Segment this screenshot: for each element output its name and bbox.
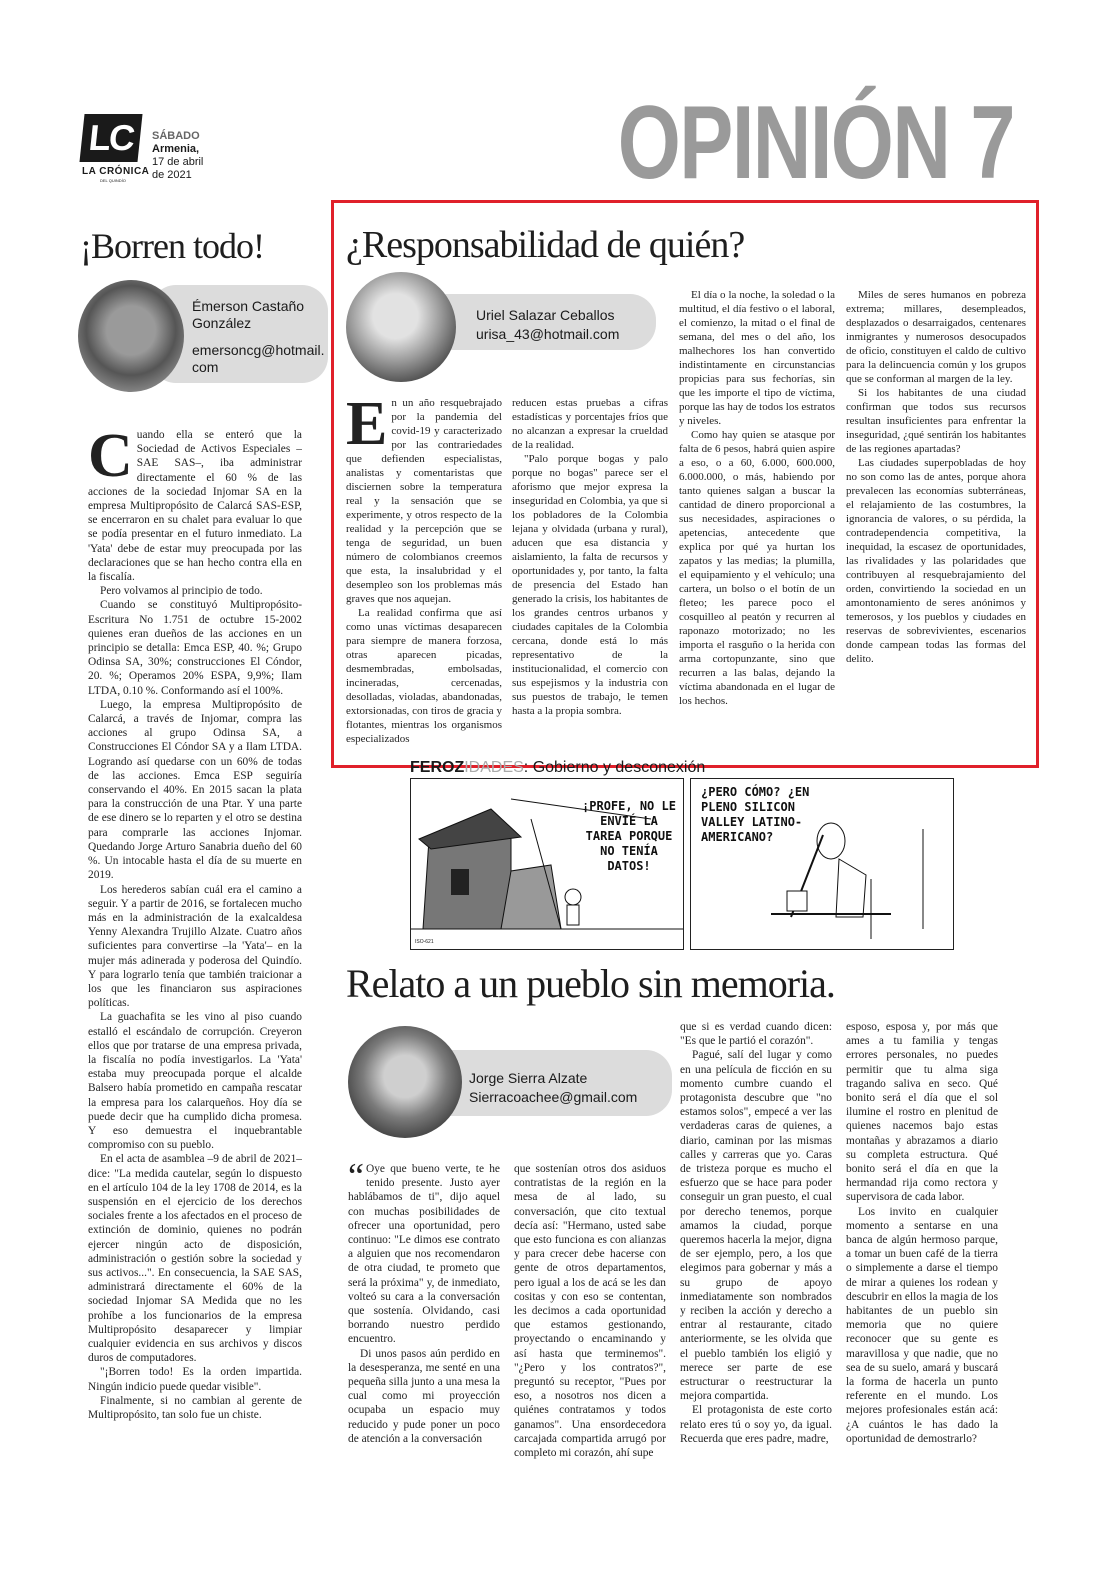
article1-author-email (192, 342, 325, 376)
edition-day: SÁBADO (152, 130, 200, 142)
article2-drop-cap: E (346, 396, 388, 458)
edition-date-line2: de 2021 (152, 169, 192, 181)
article3-column-4 (846, 1020, 998, 1492)
brand-subtitle: DEL QUINDÍO (100, 178, 126, 183)
article3-paragraph: “ Oye que bueno verte, te he tenido presente. Justo ayer hablábamos de ti", dijo aquel con muchas posibilidades de ofrecer una oportunidad, pero continuo: "Le dimos ese contrato a alguien que nos recomendaron de otra ciudad, te prometo que será la próxima" y, de inmediato, volteó su cara a la conversación que sostenía. Olvidando, casi borrando nuestro perdido encuentro. (348, 1162, 500, 1346)
cartoon-panel-2 (690, 778, 954, 950)
article1-paragraph: En el acta de asamblea –9 de abril de 2021– dice: "La medida cautelar, según lo dispuesto en el artículo 104 de la ley 1708 de 2014, es la suspensión en el ejercicio de los derechos sociales frente a los afectados en el proceso de extinción de dominio, quienes no podrán ejercer ningún acto de disposición, administración o gestión sobre la sociedad y sus activos...". En consecuencia, la SAE SAS, administrará directamente el 60% de la sociedad Injomar SA Medida que no les prohíbe a los funcionarios de la empresa Multipropósito desaparecer y limpiar cualquier evidencia en sus archivos y discos duros de computadores. (88, 1153, 302, 1365)
article1-email-line2: com (192, 359, 219, 375)
article1-paragraph: Finalmente, si no cambian al gerente de Multipropósito, tan solo fue un chiste. (88, 1394, 302, 1422)
article3-column-1 (348, 1162, 500, 1492)
article1-paragraph: Pero volvamos al principio de todo. (100, 585, 263, 598)
article2-paragraph: En un año resquebrajado por la pandemia del covid-19 y caracterizado por las contrariedades que defienden especialistas, analistas y comentaristas que disciernen sobre la temperatura real y la sensación que se experimente, y otros respecto de la realidad y la percepción que se tenga de seguridad, un buen número de colombianos creemos que esta, la insalubridad y el desempleo son los problemas más graves que nos aquejan. (346, 396, 502, 605)
article1-email-line1: emersoncg@hotmail. (192, 342, 325, 358)
article2-author-email: urisa_43@hotmail.com (476, 326, 620, 342)
article3-paragraph: Los invito en cualquier momento a sentarse en una banca de algún hermoso parque, a tomar un buen café de la tierra o simplemente a darse el tiempo de mirar a quienes los rodean y descubrir en ellos la magia de los habitantes de un pueblo sin memoria que no quiere reconocer que su gente es maravillosa y que nadie, que no sea de su suelo, amará y buscará la forma de hacerla un punto referente en el mundo. Los mejores profesionales están acá: ¿A cuántos le has dado la oportunidad de demostrarlo? (846, 1205, 998, 1445)
article3-paragraph: Pagué, salí del lugar y como en una película de ficción en su momento cumbre cuando el protagonista descubre que "no estamos solos", empecé a ver las verdaderas caras de quienes, a diario, caminan por las mismas calles y carreras que yo. Caras de tristeza porque es mucho el esfuerzo que se hace para poder conseguir un gran puesto, el cual por derecho tenemos, porque amamos la ciudad, porque queremos hacerla la mejor, digna de ser ejemplo, pero, a los que elegimos para gobernar y más a su grupo de apoyo inmediatamente son nombrados y reciben la acción y derecho a entrar al restaurante, citado anteriormente, se les olvida que el pueblo también los eligió y merece ser parte de ese estructurar o reestructurar la mejora compartida. (680, 1049, 832, 1403)
article1-paragraph: Cuando se constituyó Multipropósito- Escritura No 1.751 de octubre 15-2002 quienes eran dueños de las acciones en un principio se detalla: Emca ESP, 40. %; Grupo Odinsa SA, 30%; construcciones El Cóndor, 20. %; Operamos 20% ESPA, 9,9%; Ilam LTDA, 0.10 %. Conformando así el 100%. (88, 599, 302, 697)
article2-column-1 (346, 396, 502, 748)
article2-paragraph: Si los habitantes de una ciudad confirman que todos sus recursos resultan insuficientes para enfrentar la inseguridad, ¿qué sentirán los habitantes de las regiones apartadas? (846, 387, 1026, 455)
article2-paragraph: Las ciudades superpobladas de hoy no son como las de antes, porque ahora prevalecen las economías subterráneas, el relajamiento de las costumbres, la ignorancia de valores, o su pérdida, la contradependencia competitiva, la inequidad, la escasez de oportunidades, las rivalidades y las polaridades que contribuyen al resquebrajamiento del orden, convirtiendo la sociedad en un amontonamiento de seres anónimos y temerosos, y los pueblos y ciudades en reservas de sobrevivientes, escenarios donde campean todas las formas del delito. (846, 457, 1026, 665)
article2-title: ¿Responsabilidad de quién? (346, 224, 745, 266)
article1-author-photo (78, 280, 184, 392)
article3-paragraph: que sostenían otros dos asiduos contratistas de la región en la mesa de al lado, su conversación, que cito textual decía así: "Hermano, usted sabe que esto funciona es con alianzas y para crecer debe hacerse con gente de otros departamentos, pero igual a los de acá se les dan cositas y con eso se contentan, les decimos a cada oportunidad que estamos gestionando, proyectando o encaminando y así hasta que terminemos". "¿Pero y los contratos?", preguntó su receptor, "Pues por eso, a nosotros nos dicen a quiénes contratamos y todos ganamos". Una ensordecedora carcajada compartida arrugó por completo mi corazón, ahí supe (514, 1163, 666, 1460)
article2-paragraph: La realidad confirma que así como unas víctimas desaparecen para siempre de manera forzosa, otras aparecen picadas, desmembradas, embolsadas, incineradas, cercenadas, desolladas, violadas, abandonadas, extorsionadas, con tiros de gracia y flotantes, mientras los organismos especializados (346, 607, 502, 745)
article2-author-name: Uriel Salazar Ceballos (476, 307, 615, 323)
article3-paragraph: que si es verdad cuando dicen: "Es que le partió el corazón". (680, 1021, 832, 1048)
cartoon-title-rest: : Gobierno y desconexión (523, 759, 706, 776)
newspaper-logo: LC (79, 114, 142, 162)
edition-city: Armenia, (152, 143, 200, 155)
brand-name: LA CRÓNICA (82, 166, 150, 177)
article1-body (88, 428, 302, 1488)
article3-author-email: Sierracoachee@gmail.com (469, 1089, 638, 1105)
article3-author-name: Jorge Sierra Alzate (469, 1070, 588, 1086)
article2-paragraph: "Palo porque bogas y palo porque no bogas" parece ser el aforismo que mejor expresa la inseguridad en Colombia, ya que si los pobladores de la Colombia lejana y olvidada (urbana y rural), aducen que esa distancia y aislamiento, la falta de recursos y oportunidades y, por tanto, la falta de presencia del Estado han generado la crisis, los habitantes de los grandes centros urbanos y ciudades capitales de la Colombia cercana, donde está lo más representativo de la institucionalidad, el comercio con sus espejismos y la industria con sus puestos de trabajo, le temen hasta a la propia sombra. (512, 453, 668, 717)
article3-column-2 (514, 1162, 666, 1492)
article2-paragraph: reducen estas pruebas a cifras estadísticas y porcentajes fríos que no alcanzan a expresar la crueldad de la realidad. (512, 397, 668, 451)
article3-paragraph: Di unos pasos aún perdido en la desesperanza, me senté en una pequeña silla junto a una mesa la cual como mi proyección ocupaba un espacio muy reducido y pude poner un poco de atención a la conversación (348, 1347, 500, 1445)
article3-title: Relato a un pueblo sin memoria. (346, 961, 835, 1006)
cartoon-tag: ISO-621 (415, 939, 434, 945)
edition-date (152, 130, 203, 182)
article1-paragraph: Cuando ella se enteró que la Sociedad de Activos Especiales –SAE SAS–, iba administrar directamente el 60 % de las acciones de la sociedad Injomar SA en la empresa Multipropósito de Calarcá SAS-ESP, se encerraron en su chalet para evaluar lo que se podía presentar en el futuro inmediato. La 'Yata' debe de estar muy preocupada por las declaraciones que se han hecho contra ella en la fiscalía. (88, 428, 302, 584)
article1-drop-cap: C (88, 428, 133, 490)
article2-author-photo (346, 272, 456, 382)
quote-icon: “ (348, 1162, 364, 1196)
article1-paragraph: "¡Borren todo! Es la orden impartida. Ningún indicio puede quedar visible". (88, 1366, 302, 1393)
cartoon-speech-1: ¡PROFE, NO LE ENVIÉ LA TAREA PORQUE NO TENÍA DATOS! (582, 799, 676, 873)
article1-paragraph: La guachafita se les vino al piso cuando estalló el escándalo de corrupción. Creyeron ellos que por tratarse de una empresa privada, la fiscalía no podía investigarlos. La 'Yata' estaba muy preocupada porque el alcalde Balsero había prometido en campaña rescatar la empresa para los calarqueños. Hoy día se puede decir que ha cumplido dicha promesa. Y eso demuestra el inquebrantable compromiso con su pueblo. (88, 1011, 302, 1152)
article1-title: ¡Borren todo! (80, 226, 264, 266)
section-header: OPINIÓN 7 (617, 85, 1014, 201)
cartoon-title-grey: IDADES (464, 759, 524, 776)
article3-paragraph: esposo, esposa y, por más que ames a tu familia y tengas errores personales, no puedes permitir que tu alma siga tragando saliva en seco. Qué bonito será el día que el sol ilumine el rostro en plenitud de quienes nacemos bajo estas montañas y abrazamos a diario su completa estructura. Qué bonito será el día en que la hermandad rija como rectora y supervisora de cada labor. (846, 1021, 998, 1204)
article3-paragraph: El protagonista de este corto relato eres tú o soy yo, da igual. Recuerda que eres padre, madre, (680, 1404, 832, 1445)
article1-author-name: Émerson Castaño González (192, 298, 305, 331)
article2-paragraph: Miles de seres humanos en pobreza extrema; millares, desempleados, desplazados o desarraigados, centenares inmigrantes y numerosos desocupados de oficio, constituyen el caldo de cultivo para la delincuencia común y los grupos que se conforman al margen de la ley. (846, 289, 1026, 385)
article2-column-3 (679, 288, 835, 748)
cartoon-title (410, 758, 705, 778)
article2-paragraph: El día o la noche, la soledad o la multitud, el día festivo o el laboral, el comienzo, la mitad o el final de semana, del mes o del año, los malhechores los han convertido indistintamente en circunstancias propicias para sus fechorías, sin que les importe el tipo de víctima, porque las hay de todos los estratos y niveles. (679, 289, 835, 427)
edition-date-line1: 17 de abril (152, 156, 204, 168)
cartoon-panel-1 (410, 778, 684, 950)
article3-author-photo (348, 1026, 462, 1138)
article2-column-4 (846, 288, 1026, 748)
article1-paragraph: Los herederos sabían cuál era el camino a seguir. Y a partir de 2016, se fortalecen mucho más en la administración de la exalcaldesa Yenny Alexandra Trujillo Alzate. Cuatro años suficientes para convertirse –la 'Yata'– en la mujer más adinerada y poderosa del Quindío. Y para lograrlo tenía que también traicionar a los que les financiaron sus aspiraciones políticas. (88, 883, 302, 1010)
cartoon-speech-2: ¿PERO CÓMO? ¿EN PLENO SILICON VALLEY LATINO-AMERICANO? (701, 785, 810, 844)
cartoon-title-bold: FEROZ (410, 759, 465, 776)
article1-paragraph: Luego, la empresa Multipropósito de Calarcá, a través de Injomar, compra las acciones al grupo Odinsa SA, a Construcciones El Cóndor SA y a Ilam LTDA. Logrando así quedarse con un 60% de todas de las acciones. Emca ESP seguiría conservando el 40%. En 2015 sacan la plata para la construcción de una Ptar. Y una parte de ese dinero se lo reparten y el otro se destina para comprarle las acciones Injomar. Quedando Jorge Arturo Sanabria dueño del 60 %. Un intocable hasta el día de su muerte en 2019. (88, 698, 302, 882)
article2-paragraph: Como hay quien se atasque por falta de 6 pesos, habrá quien aspire a eso, o a 60, 6.000, 600.000, 6.000.000, o más, habiendo por tanto quienes salgan a buscar la cantidad de dinero proporcional a sus necesidades, aspiraciones o apetencias, antecedente que explica por qué ya hurtan los zapatos y las medias; la plumilla, el equipamiento y el vehículo; una cartera, un bolso o el botín de un fleteo; les parece poco el cosquilleo al peatón y recurren al raponazo motorizado; no les importa el rasguño o la herida con arma cortopunzante, sino que recurren a las balas, dejando la víctima abandonada en el lugar de los hechos. (679, 429, 835, 707)
article3-column-3 (680, 1020, 832, 1492)
article2-column-2 (512, 396, 668, 748)
